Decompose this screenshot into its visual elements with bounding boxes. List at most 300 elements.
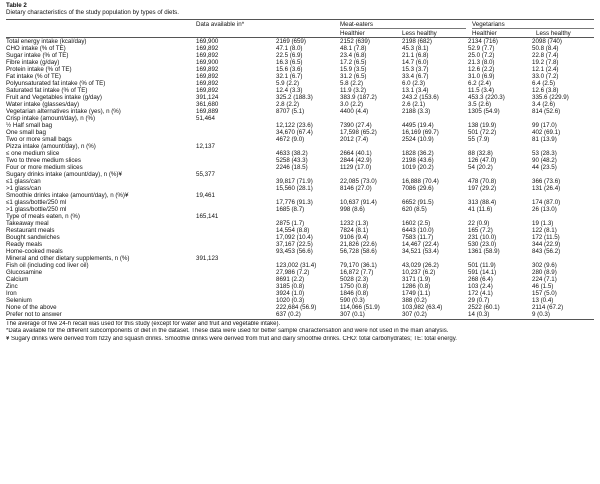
row-label-cell: Crisp intake (amount/day), n (%) bbox=[6, 114, 96, 122]
header-meat-healthier: Healthier bbox=[340, 29, 365, 37]
table-note: The average of five 24-h recall was used for this study (except for water and fruit and vegetable intake). bbox=[6, 321, 281, 328]
value-cell bbox=[340, 143, 402, 150]
value-cell bbox=[276, 171, 340, 178]
value-cell: 169,892 bbox=[196, 72, 219, 80]
value-cell: 103 (2.4) bbox=[468, 283, 493, 291]
table-row bbox=[6, 94, 594, 101]
value-cell: 2152 (639) bbox=[340, 37, 370, 45]
value-cell: 478 (70.8) bbox=[468, 177, 497, 185]
value-cell bbox=[196, 248, 276, 255]
value-cell: 50.8 (8.4) bbox=[532, 44, 559, 52]
value-cell: 53 (28.3) bbox=[532, 149, 557, 157]
value-cell: 10,637 (91.4) bbox=[340, 198, 377, 206]
value-cell: 2169 (659) bbox=[276, 37, 306, 45]
value-cell: 1019 (20.2) bbox=[402, 163, 434, 171]
value-cell: 3.4 (2.6) bbox=[532, 100, 556, 108]
header-meat-eaters: Meat-eaters bbox=[340, 20, 374, 28]
value-cell: 14,554 (8.8) bbox=[276, 226, 310, 234]
value-cell: 21.1 (6.8) bbox=[402, 51, 429, 59]
value-cell: 1750 (0.8) bbox=[340, 283, 369, 291]
table-row bbox=[6, 73, 594, 80]
table-header bbox=[6, 19, 594, 38]
value-cell bbox=[402, 143, 468, 150]
value-cell bbox=[196, 262, 276, 269]
value-cell: 172 (4.1) bbox=[468, 290, 493, 298]
value-cell: 1685 (8.7) bbox=[276, 205, 305, 213]
value-cell: 2114 (67.2) bbox=[532, 304, 564, 312]
row-label-cell: Type of meals eaten, n (%) bbox=[6, 212, 80, 220]
value-cell: 6.4 (2.5) bbox=[532, 79, 556, 87]
value-cell: 6443 (10.0) bbox=[402, 226, 434, 234]
value-cell: 243.2 (153.6) bbox=[402, 93, 439, 101]
value-cell: 1828 (36.2) bbox=[402, 149, 434, 157]
row-label-cell: ≤1 glass/can bbox=[6, 177, 41, 185]
value-cell: 99 (17.0) bbox=[532, 121, 557, 129]
table-description: Dietary characteristics of the study population by types of diets. bbox=[6, 9, 179, 16]
value-cell: 391,124 bbox=[196, 93, 219, 101]
value-cell: 1846 (0.8) bbox=[340, 290, 369, 298]
row-label-cell: Prefer not to answer bbox=[6, 311, 62, 319]
table-row bbox=[6, 255, 594, 262]
table-row bbox=[6, 227, 594, 234]
row-label-cell: Protein intake (% of TE) bbox=[6, 65, 72, 73]
table-row bbox=[6, 122, 594, 129]
value-cell: 15.3 (3.7) bbox=[402, 65, 429, 73]
value-cell bbox=[532, 255, 594, 262]
value-cell: 131 (26.4) bbox=[532, 184, 561, 192]
value-cell: 17,598 (65.2) bbox=[340, 128, 377, 136]
value-cell: 302 (9.6) bbox=[532, 262, 557, 269]
value-cell: 54 (20.2) bbox=[468, 163, 493, 171]
value-cell bbox=[196, 122, 276, 129]
row-label-cell: Ready meals bbox=[6, 240, 43, 248]
value-cell: 2134 (716) bbox=[468, 37, 498, 45]
value-cell: 22 (0.9) bbox=[468, 219, 490, 227]
value-cell bbox=[532, 115, 594, 122]
value-cell: 2875 (1.7) bbox=[276, 219, 305, 227]
value-cell: 8707 (5.1) bbox=[276, 107, 305, 115]
row-label-cell: >1 glass/bottle/250 ml bbox=[6, 205, 67, 213]
value-cell: 197 (29.2) bbox=[468, 184, 497, 192]
value-cell: 391,123 bbox=[196, 254, 219, 262]
value-cell: 31.0 (6.9) bbox=[468, 72, 495, 80]
row-label-cell: Water intake (glasses/day) bbox=[6, 100, 80, 108]
value-cell: 93,453 (56.6) bbox=[276, 247, 313, 255]
value-cell: 26 (13.0) bbox=[532, 205, 557, 213]
table-row bbox=[6, 269, 594, 276]
value-cell bbox=[196, 227, 276, 234]
value-cell bbox=[196, 220, 276, 227]
value-cell: 3171 (1.9) bbox=[402, 276, 431, 284]
value-cell: 22.8 (7.4) bbox=[532, 51, 559, 59]
value-cell: 12.1 (2.4) bbox=[532, 65, 559, 73]
row-label-cell: ≤ one medium slice bbox=[6, 149, 60, 157]
value-cell bbox=[276, 192, 340, 199]
row-label-cell: Bought sandwiches bbox=[6, 233, 60, 241]
value-cell: 34,670 (67.4) bbox=[276, 128, 313, 136]
value-cell: 501 (72.2) bbox=[468, 128, 497, 136]
value-cell: 174 (87.0) bbox=[532, 198, 561, 206]
value-cell: 7583 (11.7) bbox=[402, 233, 434, 241]
value-cell bbox=[468, 213, 532, 220]
table-row bbox=[6, 220, 594, 227]
value-cell bbox=[196, 269, 276, 276]
table-row bbox=[6, 150, 594, 157]
value-cell: 17,776 (91.3) bbox=[276, 198, 313, 206]
value-cell: 325.2 (188.3) bbox=[276, 93, 313, 101]
table-row bbox=[6, 276, 594, 283]
value-cell: 12.6 (2.2) bbox=[468, 65, 495, 73]
value-cell: 169,892 bbox=[196, 86, 219, 94]
value-cell: 14.7 (6.0) bbox=[402, 58, 429, 66]
value-cell: 2.8 (2.2) bbox=[276, 100, 300, 108]
value-cell: 9 (0.3) bbox=[532, 311, 550, 319]
row-label-cell: Home-cooked meals bbox=[6, 247, 63, 255]
data-table bbox=[6, 38, 594, 319]
table-row bbox=[6, 178, 594, 185]
value-cell: 590 (0.3) bbox=[340, 297, 365, 305]
value-cell: 19 (1.3) bbox=[532, 219, 554, 227]
value-cell bbox=[532, 192, 594, 199]
value-cell: 4672 (9.0) bbox=[276, 135, 305, 143]
row-label-cell: Vegetarian alternatives intake (yes), n (%) bbox=[6, 107, 121, 115]
table-row bbox=[6, 206, 594, 213]
table-note: ¥ Sugary drinks were derived from fizzy and squash drinks. Smoothie drinks were derived from fruit and dairy smoothie drinks. CHO: total carbohydrates; TE: total energy. bbox=[6, 335, 457, 342]
value-cell bbox=[196, 199, 276, 206]
value-cell: 52.9 (7.7) bbox=[468, 44, 495, 52]
value-cell: 79,170 (36.1) bbox=[340, 262, 377, 269]
value-cell: 5258 (43.3) bbox=[276, 156, 308, 164]
table-row bbox=[6, 234, 594, 241]
table-row bbox=[6, 164, 594, 171]
table-caption: Table 2 bbox=[6, 2, 27, 9]
header-bottom-rule bbox=[6, 37, 594, 38]
value-cell: 453.3 (220.3) bbox=[468, 93, 505, 101]
row-label-cell: >1 glass/can bbox=[6, 184, 41, 192]
value-cell: 12.4 (3.3) bbox=[276, 86, 303, 94]
value-cell bbox=[340, 115, 402, 122]
value-cell: 1305 (54.9) bbox=[468, 107, 500, 115]
value-cell: 12.6 (3.8) bbox=[532, 86, 559, 94]
value-cell: 998 (8.6) bbox=[340, 205, 365, 213]
value-cell: 56,728 (58.6) bbox=[340, 247, 377, 255]
value-cell bbox=[468, 115, 532, 122]
value-cell: 11.9 (3.2) bbox=[340, 86, 367, 94]
value-cell bbox=[196, 283, 276, 290]
value-cell: 19.2 (7.8) bbox=[532, 58, 559, 66]
value-cell: 2524 (10.9) bbox=[402, 135, 434, 143]
table-row bbox=[6, 262, 594, 269]
value-cell: 501 (11.9) bbox=[468, 262, 496, 269]
value-cell: 44 (23.5) bbox=[532, 163, 557, 171]
value-cell: 47.1 (8.0) bbox=[276, 44, 303, 52]
value-cell bbox=[468, 171, 532, 178]
row-label-cell: Two to three medium slices bbox=[6, 156, 81, 164]
row-label-cell: Total energy intake (kcal/day) bbox=[6, 37, 87, 45]
value-cell: 39,817 (71.9) bbox=[276, 177, 313, 185]
value-cell bbox=[196, 150, 276, 157]
value-cell: 9106 (9.4) bbox=[340, 233, 369, 241]
value-cell: 383.9 (187.2) bbox=[340, 93, 377, 101]
value-cell: 7824 (8.1) bbox=[340, 226, 369, 234]
table-row bbox=[6, 52, 594, 59]
value-cell: 169,892 bbox=[196, 79, 219, 87]
value-cell: 1232 (1.3) bbox=[340, 219, 369, 227]
value-cell: 122 (8.1) bbox=[532, 226, 557, 234]
value-cell: 3.0 (2.2) bbox=[340, 100, 364, 108]
value-cell: 231 (10.0) bbox=[468, 233, 497, 241]
value-cell: 138 (19.9) bbox=[468, 121, 497, 129]
value-cell bbox=[196, 185, 276, 192]
row-label-cell: Fat intake (% of TE) bbox=[6, 72, 61, 80]
value-cell: 17,092 (10.4) bbox=[276, 233, 313, 241]
table-row bbox=[6, 311, 594, 318]
table-note: *Data available for the different subcomponents of diet in the dataset. These data were used for better sample characterisation and were not used in the main analysis. bbox=[6, 328, 449, 335]
value-cell: 165 (7.2) bbox=[468, 226, 493, 234]
row-label-cell: Zinc bbox=[6, 283, 18, 291]
value-cell: 814 (52.6) bbox=[532, 107, 561, 115]
value-cell: 7086 (29.6) bbox=[402, 184, 434, 192]
row-label-cell: Fish oil (including cod liver oil) bbox=[6, 262, 89, 269]
value-cell: 48.1 (7.8) bbox=[340, 44, 367, 52]
value-cell bbox=[196, 241, 276, 248]
value-cell: 169,900 bbox=[196, 58, 219, 66]
value-cell: 81 (13.9) bbox=[532, 135, 557, 143]
row-label-cell: Selenium bbox=[6, 297, 32, 305]
value-cell: 13 (0.4) bbox=[532, 297, 554, 305]
value-cell bbox=[196, 157, 276, 164]
value-cell: 23.4 (6.8) bbox=[340, 51, 367, 59]
row-label-cell: Smoothie drinks intake (amount/day), n (%)¥ bbox=[6, 191, 129, 199]
value-cell: 10,237 (6.2) bbox=[402, 269, 436, 277]
value-cell bbox=[196, 304, 276, 311]
table-row bbox=[6, 80, 594, 87]
value-cell: 157 (5.0) bbox=[532, 290, 557, 298]
value-cell bbox=[196, 290, 276, 297]
table-row bbox=[6, 213, 594, 220]
table-row bbox=[6, 241, 594, 248]
value-cell: 11.5 (3.4) bbox=[468, 86, 495, 94]
table-body bbox=[6, 38, 594, 319]
value-cell: 344 (22.9) bbox=[532, 240, 561, 248]
value-cell: 2.6 (2.1) bbox=[402, 100, 426, 108]
value-cell bbox=[196, 297, 276, 304]
value-cell: 5.9 (2.2) bbox=[276, 79, 300, 87]
value-cell: 22,085 (73.0) bbox=[340, 177, 377, 185]
value-cell bbox=[402, 115, 468, 122]
value-cell bbox=[468, 143, 532, 150]
value-cell: 43,029 (26.2) bbox=[402, 262, 439, 269]
value-cell: 169,900 bbox=[196, 37, 219, 45]
table-row bbox=[6, 143, 594, 150]
value-cell: 335.6 (229.9) bbox=[532, 93, 569, 101]
table-row bbox=[6, 192, 594, 199]
value-cell: 25.0 (7.2) bbox=[468, 51, 495, 59]
header-vegetarians: Vegetarians bbox=[472, 20, 505, 28]
value-cell: 4400 (4.4) bbox=[340, 107, 369, 115]
row-label-cell: Mineral and other dietary supplements, n (%) bbox=[6, 254, 130, 262]
value-cell: 307 (0.2) bbox=[402, 311, 427, 319]
value-cell: 268 (6.4) bbox=[468, 276, 493, 284]
header-meat-less-healthy: Less healthy bbox=[402, 29, 437, 37]
row-label-cell: Fibre intake (g/day) bbox=[6, 58, 60, 66]
row-label-cell: Restaurant meals bbox=[6, 226, 55, 234]
value-cell bbox=[196, 129, 276, 136]
row-label-cell: ½ Half small bag bbox=[6, 121, 53, 129]
table-row bbox=[6, 45, 594, 52]
value-cell: 19,461 bbox=[196, 191, 215, 199]
value-cell bbox=[468, 192, 532, 199]
value-cell: 17.2 (6.5) bbox=[340, 58, 367, 66]
header-veg-healthier: Healthier bbox=[472, 29, 497, 37]
value-cell: 123,002 (31.4) bbox=[276, 262, 317, 269]
value-cell bbox=[196, 136, 276, 143]
value-cell bbox=[196, 206, 276, 213]
value-cell: 169,892 bbox=[196, 51, 219, 59]
value-cell: 45.3 (8.1) bbox=[402, 44, 429, 52]
value-cell: 402 (69.1) bbox=[532, 128, 561, 136]
value-cell: 2664 (40.1) bbox=[340, 149, 372, 157]
value-cell: 46 (1.5) bbox=[532, 283, 554, 291]
value-cell bbox=[196, 234, 276, 241]
value-cell bbox=[532, 213, 594, 220]
value-cell: 31.2 (6.5) bbox=[340, 72, 367, 80]
table-notes bbox=[6, 320, 594, 343]
value-cell: 4633 (38.2) bbox=[276, 149, 308, 157]
table-row bbox=[6, 297, 594, 304]
value-cell: 2012 (7.4) bbox=[340, 135, 369, 143]
value-cell: 5.8 (2.2) bbox=[340, 79, 364, 87]
table-row bbox=[6, 283, 594, 290]
value-cell: 16,169 (69.7) bbox=[402, 128, 439, 136]
value-cell: 2844 (42.9) bbox=[340, 156, 372, 164]
table-row bbox=[6, 185, 594, 192]
row-label-cell: One small bag bbox=[6, 128, 46, 136]
value-cell: 388 (0.2) bbox=[402, 297, 427, 305]
value-cell: 55,377 bbox=[196, 170, 215, 178]
table-row bbox=[6, 59, 594, 66]
value-cell bbox=[196, 178, 276, 185]
value-cell: 16,872 (7.7) bbox=[340, 269, 374, 277]
value-cell: 843 (56.2) bbox=[532, 247, 561, 255]
value-cell bbox=[402, 255, 468, 262]
value-cell: 637 (0.2) bbox=[276, 311, 301, 319]
row-label-cell: ≤1 glass/bottle/250 ml bbox=[6, 198, 67, 206]
value-cell: 307 (0.1) bbox=[340, 311, 365, 319]
value-cell: 3924 (1.0) bbox=[276, 290, 305, 298]
value-cell: 222,684 (56.9) bbox=[276, 304, 317, 312]
value-cell: 34,521 (53.4) bbox=[402, 247, 439, 255]
row-label-cell: Polyunsaturated fat intake (% of TE) bbox=[6, 79, 106, 87]
value-cell: 27,986 (7.2) bbox=[276, 269, 310, 277]
row-label-cell: Sugary drinks intake (amount/day), n (%)¥ bbox=[6, 170, 122, 178]
value-cell bbox=[402, 192, 468, 199]
header-data-available: Data available in* bbox=[196, 20, 245, 28]
value-cell: 366 (73.6) bbox=[532, 177, 561, 185]
value-cell: 14,467 (22.4) bbox=[402, 240, 439, 248]
row-label-cell: Calcium bbox=[6, 276, 29, 284]
value-cell: 280 (8.9) bbox=[532, 269, 557, 277]
value-cell: 2522 (60.1) bbox=[468, 304, 500, 312]
value-cell bbox=[468, 255, 532, 262]
value-cell: 41 (11.6) bbox=[468, 205, 493, 213]
value-cell bbox=[340, 213, 402, 220]
value-cell: 126 (47.0) bbox=[468, 156, 497, 164]
table-row bbox=[6, 248, 594, 255]
row-label-cell: Four or more medium slices bbox=[6, 163, 83, 171]
row-label-cell: Fruit and Vegetables intake (g/day) bbox=[6, 93, 102, 101]
table-row bbox=[6, 115, 594, 122]
value-cell bbox=[340, 255, 402, 262]
value-cell: 14 (0.3) bbox=[468, 311, 490, 319]
value-cell: 8691 (2.2) bbox=[276, 276, 305, 284]
row-label-cell: Pizza intake (amount/day), n (%) bbox=[6, 142, 96, 150]
value-cell: 2198 (43.6) bbox=[402, 156, 434, 164]
table-row bbox=[6, 108, 594, 115]
value-cell bbox=[196, 311, 276, 318]
value-cell bbox=[532, 171, 594, 178]
value-cell: 169,892 bbox=[196, 65, 219, 73]
value-cell bbox=[276, 213, 340, 220]
value-cell: 88 (32.8) bbox=[468, 149, 493, 157]
value-cell: 165,141 bbox=[196, 212, 219, 220]
value-cell: 4495 (19.4) bbox=[402, 121, 434, 129]
value-cell: 591 (14.1) bbox=[468, 269, 497, 277]
table-row bbox=[6, 171, 594, 178]
header-top-rule bbox=[6, 19, 594, 20]
value-cell: 169,889 bbox=[196, 107, 219, 115]
value-cell bbox=[276, 115, 340, 122]
value-cell: 33.0 (7.2) bbox=[532, 72, 559, 80]
value-cell: 5028 (2.3) bbox=[340, 276, 369, 284]
value-cell: 169,892 bbox=[196, 44, 219, 52]
value-cell: 1602 (2.5) bbox=[402, 219, 431, 227]
value-cell: 32.1 (6.7) bbox=[276, 72, 303, 80]
value-cell: 7390 (27.4) bbox=[340, 121, 372, 129]
value-cell: 620 (8.5) bbox=[402, 205, 427, 213]
value-cell: 8146 (27.0) bbox=[340, 184, 372, 192]
row-label-cell: Glucosamine bbox=[6, 269, 43, 277]
header-veg-less-healthy: Less healthy bbox=[536, 29, 571, 37]
value-cell: 6652 (91.5) bbox=[402, 198, 434, 206]
table-row bbox=[6, 199, 594, 206]
value-cell: 103,982 (63.4) bbox=[402, 304, 443, 312]
table-row bbox=[6, 290, 594, 297]
row-label-cell: Saturated fat intake (% of TE) bbox=[6, 86, 88, 94]
table-row bbox=[6, 101, 594, 108]
table-row bbox=[6, 304, 594, 311]
row-label-cell: Takeaway meal bbox=[6, 219, 49, 227]
value-cell: 2246 (18.5) bbox=[276, 163, 308, 171]
value-cell: 2188 (3.3) bbox=[402, 107, 431, 115]
value-cell: 13.1 (3.4) bbox=[402, 86, 429, 94]
row-label-cell: Sugar intake (% of TE) bbox=[6, 51, 69, 59]
value-cell: 51,464 bbox=[196, 114, 215, 122]
value-cell bbox=[532, 143, 594, 150]
value-cell: 90 (48.2) bbox=[532, 156, 557, 164]
value-cell: 16.3 (6.5) bbox=[276, 58, 303, 66]
value-cell: 12,137 bbox=[196, 142, 215, 150]
value-cell bbox=[196, 164, 276, 171]
value-cell: 1749 (1.1) bbox=[402, 290, 431, 298]
value-cell: 16,888 (70.4) bbox=[402, 177, 439, 185]
value-cell: 224 (7.1) bbox=[532, 276, 557, 284]
value-cell: 15,560 (28.1) bbox=[276, 184, 313, 192]
table-row bbox=[6, 87, 594, 94]
table-row bbox=[6, 129, 594, 136]
value-cell: 6.2 (2.4) bbox=[468, 79, 492, 87]
value-cell bbox=[276, 255, 340, 262]
